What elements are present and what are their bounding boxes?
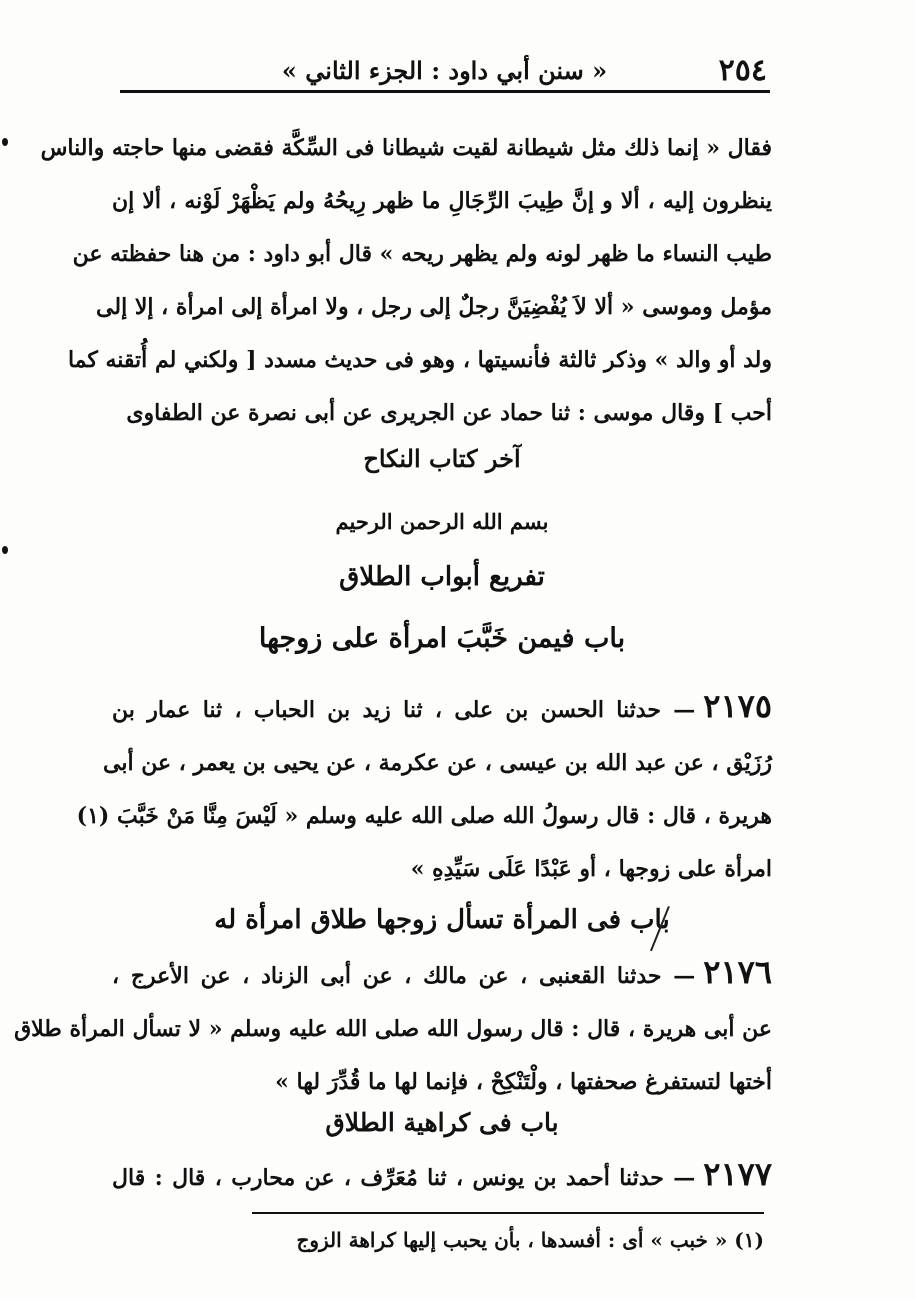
footnote-rule: [252, 1212, 764, 1214]
text-line: [112, 946, 772, 1003]
hadith-text: — حدثنا الحسن بن على ، ثنا زيد بن الحباب ، ثنا عمار بن: [112, 697, 696, 723]
hadith-block: [112, 1148, 772, 1205]
text-line: أحب ] وقال موسى : ثنا حماد عن الجريرى عن أبى نصرة عن الطفاوى: [126, 400, 772, 426]
end-of-book-heading: آخر كتاب النكاح: [363, 444, 521, 473]
text-line: عن أبى هريرة ، قال : قال رسول الله صلى الله عليه وسلم « لا تسأل المرأة طلاق: [14, 1016, 772, 1042]
hadith-number: ٢١٧٥: [703, 687, 772, 725]
text-line: طيب النساء ما ظهر لونه ولم يظهر ريحه » قال أبو داود : من هنا حفظته عن: [72, 241, 772, 267]
text-line: أختها لتستفرغ صحفتها ، ولْتَنْكِحْ ، فإنما لها ما قُدِّرَ لها »: [275, 1069, 772, 1095]
chapter-title: باب فيمن خَبَّبَ امرأة على زوجها: [258, 623, 626, 654]
basmala: بسم الله الرحمن الرحيم: [335, 509, 549, 534]
hadith-number: ٢١٧٧: [703, 1155, 772, 1193]
text-line: هريرة ، قال : قال رسولُ الله صلى الله عليه وسلم « لَيْسَ مِنَّا مَنْ خَبَّبَ (١): [76, 803, 772, 829]
scan-speck: [2, 546, 8, 554]
text-line: امرأة على زوجها ، أو عَبْدًا عَلَى سَيِّدِهِ »: [410, 856, 772, 882]
page-header: [122, 52, 767, 90]
chapter-title: باب فى كراهية الطلاق: [325, 1108, 559, 1137]
text-line: رُزَيْق ، عن عبد الله بن عيسى ، عن عكرمة ، عن يحيى بن يعمر ، عن أبى: [103, 750, 772, 776]
hadith-number: ٢١٧٦: [703, 953, 772, 991]
footnote: (١) « خبب » أى : أفسدها ، بأن يحبب إليها كراهة الزوج: [296, 1228, 764, 1252]
text-line: [112, 1148, 772, 1205]
text-line: فقال « إنما ذلك مثل شيطانة لقيت شيطانا فى السِّكَّة فقضى منها حاجته والناس: [40, 135, 772, 161]
header-rule: [120, 90, 770, 93]
intro-paragraph: [40, 122, 772, 440]
text-line: [112, 680, 772, 737]
hadith-block: [76, 680, 772, 896]
text-line: ينظرون إليه ، ألا و إنَّ طِيبَ الرِّجَالِ ما ظهر رِيحُهُ ولم يَظْهَرْ لَوْنه ، ألا إن: [112, 188, 772, 214]
hadith-block: [14, 946, 772, 1109]
hadith-text: — حدثنا القعنبى ، عن مالك ، عن أبى الزناد ، عن الأعرج ،: [112, 963, 696, 989]
hadith-text: — حدثنا أحمد بن يونس ، ثنا مُعَرِّف ، عن محارب ، قال : قال: [112, 1165, 696, 1191]
running-title: « سنن أبي داود : الجزء الثاني »: [281, 56, 608, 85]
text-line: ولد أو والد » وذكر ثالثة فأنسيتها ، وهو فى حديث مسدد [ ولكني لم أُتقنه كما: [67, 347, 772, 373]
book-title: تفريع أبواب الطلاق: [339, 562, 545, 592]
text-line: مؤمل وموسى « ألا لاَ يُفْضِيَنَّ رجلٌ إلى رجل ، ولا امرأة إلى امرأة ، إلا إلى: [96, 294, 772, 320]
scan-speck: [2, 138, 8, 146]
page-number: ٢٥٤: [718, 53, 767, 88]
chapter-title: باب فى المرأة تسأل زوجها طلاق امرأة له: [214, 905, 670, 935]
